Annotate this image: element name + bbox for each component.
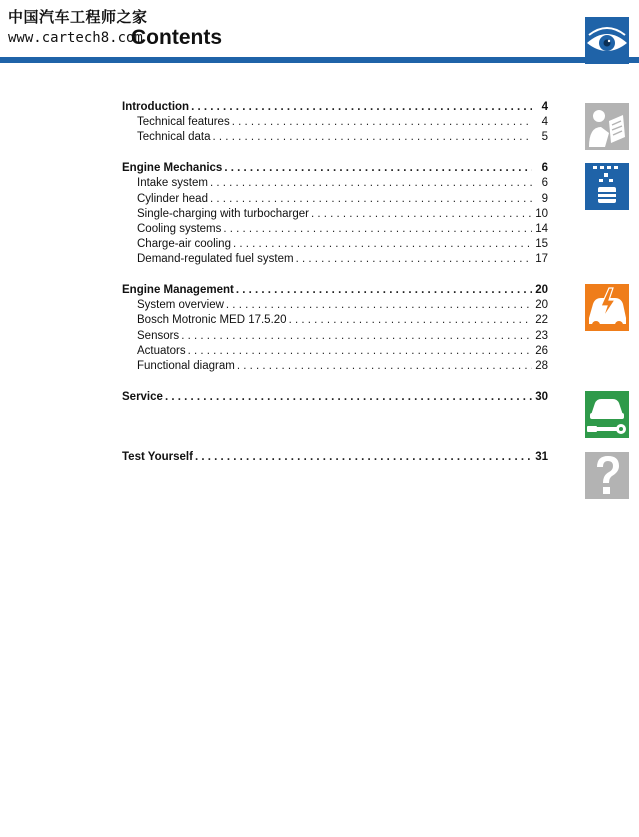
- car-lightning-icon: [585, 284, 629, 331]
- toc-title: Service: [122, 390, 163, 403]
- leader-dots: [165, 390, 532, 405]
- toc-page: 22: [535, 314, 548, 327]
- toc-label: Actuators: [137, 344, 186, 357]
- toc-page: 6: [541, 177, 548, 190]
- toc-subentry[interactable]: [122, 192, 548, 207]
- leader-dots: [210, 192, 532, 207]
- toc-label: Technical data: [137, 131, 211, 144]
- toc-title: Test Yourself: [122, 450, 193, 463]
- toc-subentry[interactable]: [122, 252, 548, 267]
- toc-entry-introduction[interactable]: [122, 100, 548, 115]
- page-title: Contents: [131, 26, 222, 49]
- toc-subentry[interactable]: [122, 130, 548, 145]
- leader-dots: [232, 115, 532, 130]
- toc-page: 31: [535, 450, 548, 463]
- watermark-url: www.cartech8.com: [8, 30, 143, 46]
- leader-dots: [311, 207, 532, 222]
- leader-dots: [233, 237, 532, 252]
- toc-subentry[interactable]: [122, 313, 548, 328]
- toc-page: 4: [541, 116, 548, 129]
- toc-subentry[interactable]: [122, 298, 548, 313]
- leader-dots: [191, 100, 532, 115]
- toc-page: 30: [535, 390, 548, 403]
- toc-page: 5: [541, 131, 548, 144]
- leader-dots: [224, 161, 532, 176]
- toc-subentry[interactable]: [122, 207, 548, 222]
- toc-label: Cooling systems: [137, 222, 222, 235]
- toc-label: Technical features: [137, 116, 230, 129]
- toc-page: 20: [535, 299, 548, 312]
- leader-dots: [195, 450, 532, 465]
- leader-dots: [223, 222, 532, 237]
- toc-subentry[interactable]: [122, 329, 548, 344]
- header-rule: [0, 57, 639, 63]
- toc-title: Introduction: [122, 101, 190, 113]
- toc-page: 17: [535, 253, 548, 266]
- toc-subentry[interactable]: [122, 115, 548, 130]
- car-service-icon: [585, 391, 629, 438]
- toc-page: 26: [535, 344, 548, 357]
- toc-title: Engine Management: [122, 284, 234, 297]
- leader-dots: [237, 359, 532, 374]
- toc-page: 20: [535, 284, 548, 297]
- toc-subentry[interactable]: [122, 344, 548, 359]
- toc-page: 9: [541, 192, 548, 205]
- eye-icon: [585, 17, 629, 64]
- leader-dots: [210, 176, 532, 191]
- toc-label: Single-charging with turbocharger: [137, 207, 309, 220]
- leader-dots: [296, 252, 532, 267]
- toc-label: Demand-regulated fuel system: [137, 253, 294, 266]
- toc-entry-engine-management[interactable]: [122, 283, 548, 298]
- toc-page: 4: [541, 101, 548, 113]
- table-of-contents: [122, 100, 548, 465]
- leader-dots: [289, 313, 532, 328]
- person-reading-icon: [585, 103, 629, 150]
- toc-title: Engine Mechanics: [122, 162, 223, 175]
- toc-label: Cylinder head: [137, 192, 208, 205]
- toc-label: Bosch Motronic MED 17.5.20: [137, 314, 287, 327]
- toc-entry-service[interactable]: [122, 390, 548, 405]
- toc-entry-engine-mechanics[interactable]: [122, 161, 548, 176]
- leader-dots: [236, 283, 532, 298]
- toc-page: 10: [535, 207, 548, 220]
- toc-page: 15: [535, 238, 548, 251]
- leader-dots: [181, 329, 532, 344]
- engine-piston-icon: [585, 163, 629, 210]
- toc-label: Functional diagram: [137, 360, 235, 372]
- toc-label: System overview: [137, 299, 224, 312]
- toc-subentry[interactable]: [122, 237, 548, 252]
- toc-subentry[interactable]: [122, 176, 548, 191]
- toc-page: 14: [535, 222, 548, 235]
- toc-page: 28: [535, 360, 548, 372]
- toc-entry-test-yourself[interactable]: [122, 450, 548, 465]
- toc-page: 23: [535, 329, 548, 342]
- toc-page: 6: [541, 162, 548, 175]
- toc-label: Intake system: [137, 177, 208, 190]
- toc-label: Sensors: [137, 329, 180, 342]
- leader-dots: [188, 344, 532, 359]
- toc-label: Charge-air cooling: [137, 238, 231, 251]
- question-mark-icon: [585, 452, 629, 499]
- leader-dots: [226, 298, 532, 313]
- toc-subentry[interactable]: [122, 222, 548, 237]
- watermark-chinese: 中国汽车工程师之家: [8, 8, 148, 26]
- toc-subentry[interactable]: [122, 359, 548, 374]
- leader-dots: [213, 130, 532, 145]
